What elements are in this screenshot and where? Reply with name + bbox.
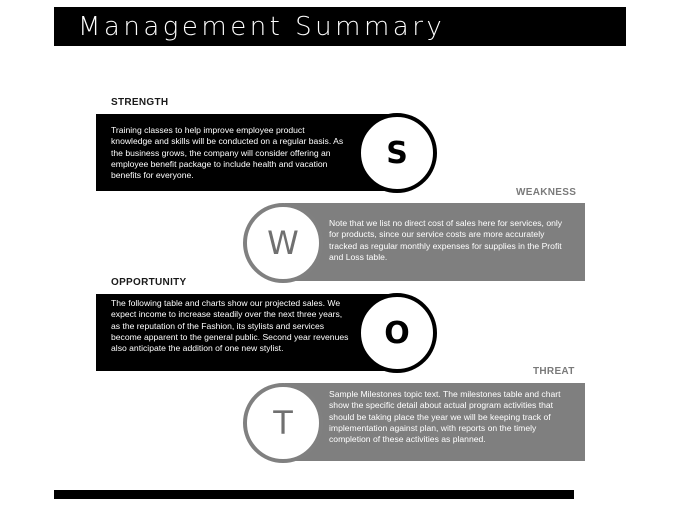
threat-heading: THREAT [533, 366, 575, 377]
opportunity-heading: OPPORTUNITY [111, 277, 187, 288]
threat-box [285, 383, 585, 461]
opportunity-text: The following table and charts show our projected sales. We expect income to increase steadily over the next three years, as the reputation of the Fashion, its stylists and services become apparent to the general public. Second year revenues also anticipate the addition of one new stylist. [111, 298, 349, 354]
threat-circle [243, 383, 323, 463]
opportunity-box [96, 294, 401, 371]
opportunity-circle [357, 293, 437, 373]
strength-box [96, 114, 401, 191]
threat-letter: T [273, 404, 293, 442]
weakness-letter: W [267, 224, 299, 262]
weakness-text: Note that we list no direct cost of sales here for services, only for products, since our service costs are more accurately tracked as regular monthly expenses for supplies in the Profit and Loss table. [329, 218, 563, 262]
strength-letter: S [386, 135, 408, 171]
strength-heading: STRENGTH [111, 97, 169, 108]
opportunity-letter: O [384, 315, 410, 351]
threat-text: Sample Milestones topic text. The milestones table and chart show the specific detail about actual program activities that should be taking place the year we will be keeping track of implementation against plan, with reports on the timely completion of these activities as planned. [329, 389, 561, 445]
page-title: Management Summary [78, 12, 446, 42]
title-bar [54, 7, 626, 46]
strength-circle [357, 113, 437, 193]
weakness-heading: WEAKNESS [516, 187, 577, 198]
weakness-box [285, 203, 585, 281]
strength-text: Training classes to help improve employee product knowledge and skills will be conducted on a regular basis. As the business grows, the company will consider offering an employee benefit package to include health and vacation benefits for everyone. [111, 125, 344, 181]
weakness-circle [243, 203, 323, 283]
bottom-bar [54, 490, 574, 499]
